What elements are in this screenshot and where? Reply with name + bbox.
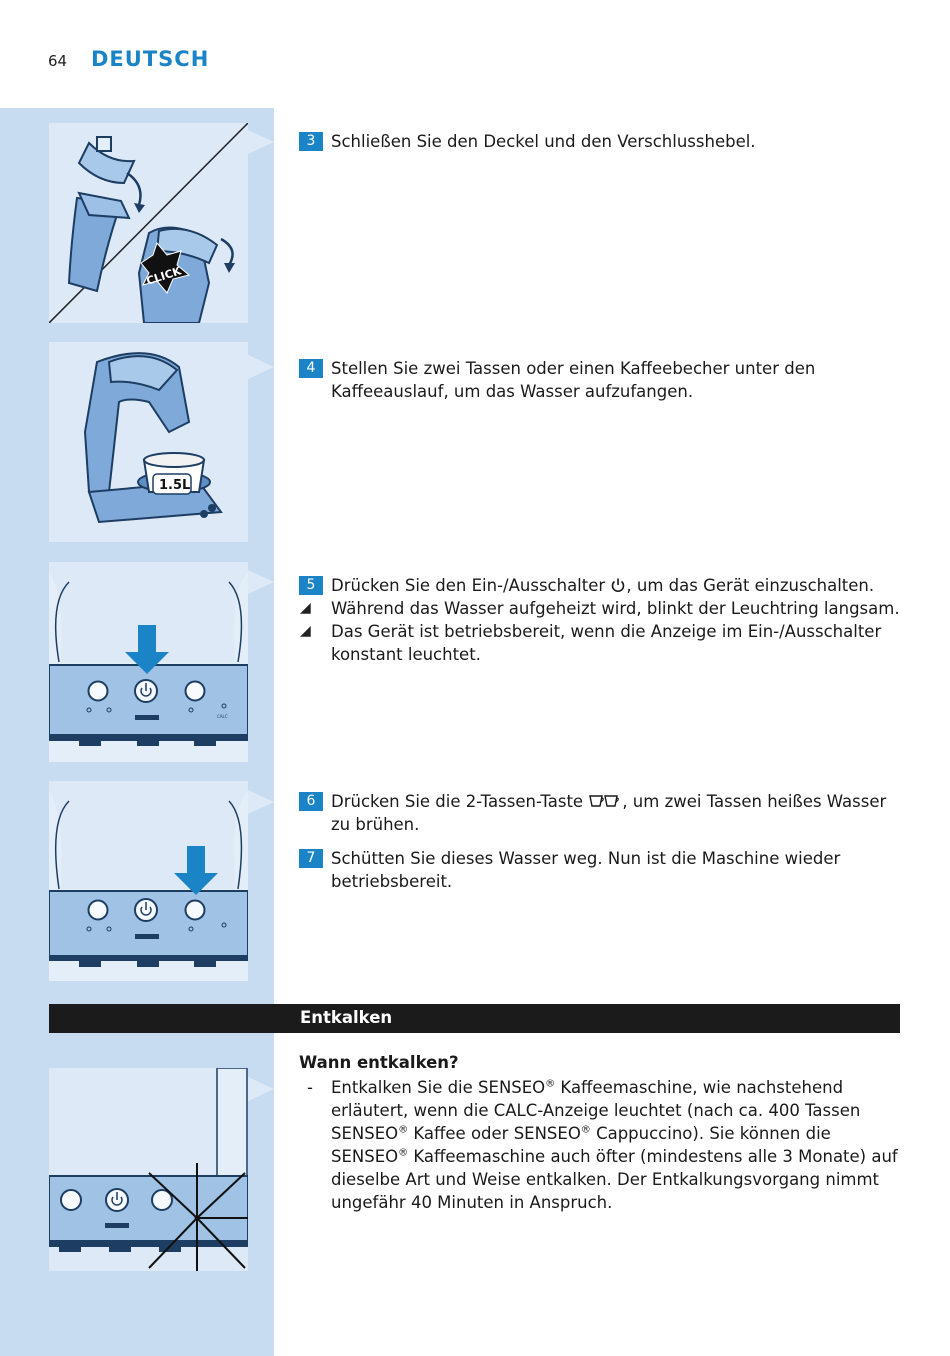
step-6	[299, 790, 909, 836]
paragraph-text-3: Kaffee oder SENSEO	[408, 1124, 581, 1143]
step-4	[299, 357, 909, 403]
panel-pointer	[248, 790, 274, 814]
calc-label: CALC	[217, 714, 228, 719]
step-text-continued: , um das Gerät einzuschalten.	[626, 576, 875, 595]
step-number-badge: 5	[299, 576, 323, 595]
panel-pointer	[248, 355, 274, 379]
step-text: Schließen Sie den Deckel und den Verschlusshebel.	[331, 132, 756, 151]
registered-mark: ®	[398, 1147, 409, 1159]
illustration-close-lid	[49, 123, 248, 323]
water-tank-label: 1.5L	[159, 478, 191, 493]
registered-mark: ®	[398, 1124, 409, 1136]
paragraph-text-2: Kaffeemaschine, wie nachstehend erläutert, wenn die CALC-Anzeige leuchtet (nach ca. 400 Tassen SENSEO	[331, 1078, 861, 1143]
illustration-press-power	[49, 562, 248, 762]
panel-pointer	[248, 570, 274, 594]
step-5-bullet-2	[299, 620, 909, 666]
section-header-bar	[49, 1004, 900, 1033]
illustration-calc-light	[49, 1068, 248, 1271]
paragraph-text-4: Cappuccino). Sie können die SENSEO	[331, 1124, 831, 1166]
step-text: Stellen Sie zwei Tassen oder einen Kaffeebecher unter den Kaffeeauslauf, um das Wasser aufzufangen.	[331, 359, 816, 401]
step-7	[299, 847, 909, 893]
panel-pointer	[248, 130, 274, 154]
step-5	[299, 574, 909, 666]
power-icon	[610, 577, 626, 593]
step-text: Drücken Sie die 2-Tassen-Taste	[331, 792, 584, 811]
registered-mark: ®	[580, 1124, 591, 1136]
page-number: 64	[48, 52, 68, 70]
step-text: Drücken Sie den Ein-/Ausschalter	[331, 576, 606, 595]
illustration-press-two-cups	[49, 781, 248, 981]
paragraph-text-1: Entkalken Sie die SENSEO	[331, 1078, 546, 1097]
bullet-text: Während das Wasser aufgeheizt wird, blinkt der Leuchtring langsam.	[331, 599, 900, 618]
click-label: CLICK	[144, 264, 183, 288]
subheading-when-descale: Wann entkalken?	[299, 1053, 459, 1072]
language-heading: DEUTSCH	[91, 47, 210, 71]
step-number-badge: 7	[299, 849, 323, 868]
illustration-cup-under-spout	[49, 342, 248, 542]
page-header	[0, 0, 950, 108]
section-title: Entkalken	[300, 1008, 393, 1027]
step-text: Schütten Sie dieses Wasser weg. Nun ist die Maschine wieder betriebsbereit.	[331, 849, 841, 891]
step-number-badge: 3	[299, 132, 323, 151]
step-text-continued: , um zwei Tassen heißes Wasser zu brühen.	[331, 792, 887, 834]
step-number-badge: 4	[299, 359, 323, 378]
bullet-text: Das Gerät ist betriebsbereit, wenn die Anzeige im Ein-/Ausschalter konstant leuchtet.	[331, 622, 882, 664]
triangle-bullet-icon: ◢	[300, 600, 311, 616]
registered-mark: ®	[545, 1078, 556, 1090]
descale-paragraph	[299, 1076, 909, 1214]
dash-marker: -	[307, 1078, 313, 1097]
paragraph-text-5: Kaffeemaschine auch öfter (mindestens alle 3 Monate) auf dieselbe Art und Weise entkalken. Der Entkalkungsvorgang nimmt ungefähr 40 Minuten in Anspruch.	[331, 1147, 898, 1212]
step-5-bullet-1	[299, 597, 909, 620]
triangle-bullet-icon: ◢	[300, 623, 311, 639]
step-3	[299, 130, 909, 153]
panel-pointer	[248, 1077, 274, 1101]
two-cups-icon	[588, 793, 622, 809]
step-number-badge: 6	[299, 792, 323, 811]
